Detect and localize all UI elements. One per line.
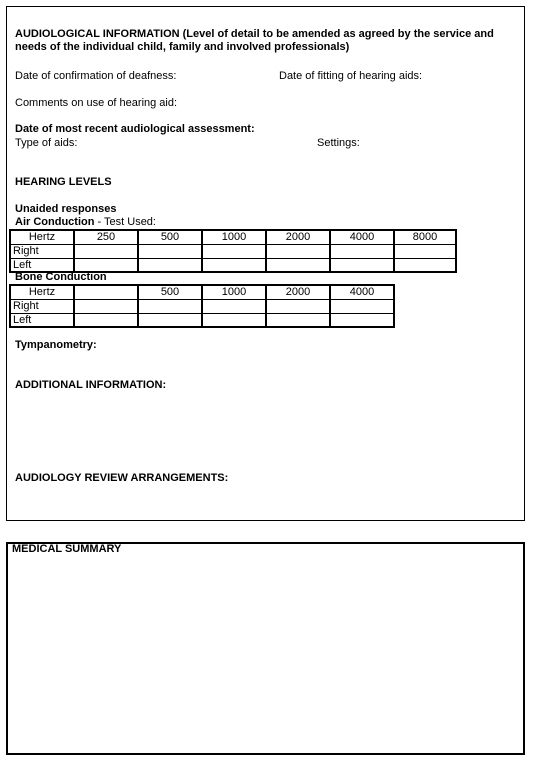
header-cell: 4000 bbox=[330, 285, 394, 299]
hearing-levels-heading: HEARING LEVELS bbox=[15, 176, 112, 188]
settings-label: Settings: bbox=[317, 137, 360, 149]
data-cell[interactable] bbox=[138, 258, 202, 272]
header-cell: 8000 bbox=[394, 230, 456, 244]
data-cell[interactable] bbox=[202, 258, 266, 272]
data-cell[interactable] bbox=[138, 313, 202, 327]
unaided-label: Unaided responses bbox=[15, 203, 117, 215]
air-conduction-label: Air Conduction bbox=[15, 216, 95, 228]
header-cell: 500 bbox=[138, 285, 202, 299]
data-cell[interactable] bbox=[266, 313, 330, 327]
header-cell: 1000 bbox=[202, 230, 266, 244]
table-row bbox=[10, 299, 394, 313]
data-cell[interactable] bbox=[266, 299, 330, 313]
header-cell: 2000 bbox=[266, 230, 330, 244]
header-cell: 1000 bbox=[202, 285, 266, 299]
table-row bbox=[10, 244, 456, 258]
data-cell[interactable] bbox=[266, 258, 330, 272]
data-cell[interactable] bbox=[330, 313, 394, 327]
row-label: Left bbox=[10, 313, 74, 327]
data-cell[interactable] bbox=[74, 313, 138, 327]
review-arrangements-label: AUDIOLOGY REVIEW ARRANGEMENTS: bbox=[15, 472, 229, 484]
header-cell: 4000 bbox=[330, 230, 394, 244]
table-row bbox=[10, 258, 456, 272]
header-cell: Hertz bbox=[10, 285, 74, 299]
header-cell: 250 bbox=[74, 230, 138, 244]
type-of-aids-label: Type of aids: bbox=[15, 137, 78, 149]
data-cell[interactable] bbox=[330, 258, 394, 272]
table-header-row bbox=[10, 230, 456, 244]
audiological-heading-line2: needs of the individual child, family and involved professionals) bbox=[15, 41, 350, 53]
air-conduction-table bbox=[9, 229, 457, 273]
data-cell[interactable] bbox=[202, 299, 266, 313]
data-cell[interactable] bbox=[138, 299, 202, 313]
air-conduction-line bbox=[15, 216, 156, 229]
data-cell[interactable] bbox=[74, 244, 138, 258]
row-label: Right bbox=[10, 244, 74, 258]
additional-info-label: ADDITIONAL INFORMATION: bbox=[15, 379, 167, 391]
header-cell bbox=[74, 285, 138, 299]
data-cell[interactable] bbox=[74, 299, 138, 313]
row-label: Right bbox=[10, 299, 74, 313]
tympanometry-label: Tympanometry: bbox=[15, 339, 97, 351]
data-cell[interactable] bbox=[266, 244, 330, 258]
bone-conduction-table bbox=[9, 284, 395, 328]
date-confirmation-label: Date of confirmation of deafness: bbox=[15, 70, 177, 82]
header-cell: 2000 bbox=[266, 285, 330, 299]
audiological-heading: AUDIOLOGICAL INFORMATION (Level of detail to be amended as agreed by the service and bbox=[15, 28, 494, 40]
data-cell[interactable] bbox=[330, 244, 394, 258]
recent-assessment-label: Date of most recent audiological assessment: bbox=[15, 123, 255, 135]
table-header-row bbox=[10, 285, 394, 299]
bone-conduction-label: Bone Conduction bbox=[15, 271, 107, 283]
header-cell: Hertz bbox=[10, 230, 74, 244]
table-row bbox=[10, 313, 394, 327]
data-cell[interactable] bbox=[74, 258, 138, 272]
data-cell[interactable] bbox=[394, 258, 456, 272]
data-cell[interactable] bbox=[330, 299, 394, 313]
date-fitting-label: Date of fitting of hearing aids: bbox=[279, 70, 423, 82]
comments-label: Comments on use of hearing aid: bbox=[15, 97, 178, 109]
data-cell[interactable] bbox=[202, 313, 266, 327]
row-label: Left bbox=[10, 258, 74, 272]
medical-summary-section bbox=[6, 542, 525, 755]
header-cell: 500 bbox=[138, 230, 202, 244]
data-cell[interactable] bbox=[202, 244, 266, 258]
data-cell[interactable] bbox=[138, 244, 202, 258]
data-cell[interactable] bbox=[394, 244, 456, 258]
medical-summary-heading: MEDICAL SUMMARY bbox=[12, 543, 122, 555]
test-used-label: - Test Used: bbox=[94, 216, 156, 228]
